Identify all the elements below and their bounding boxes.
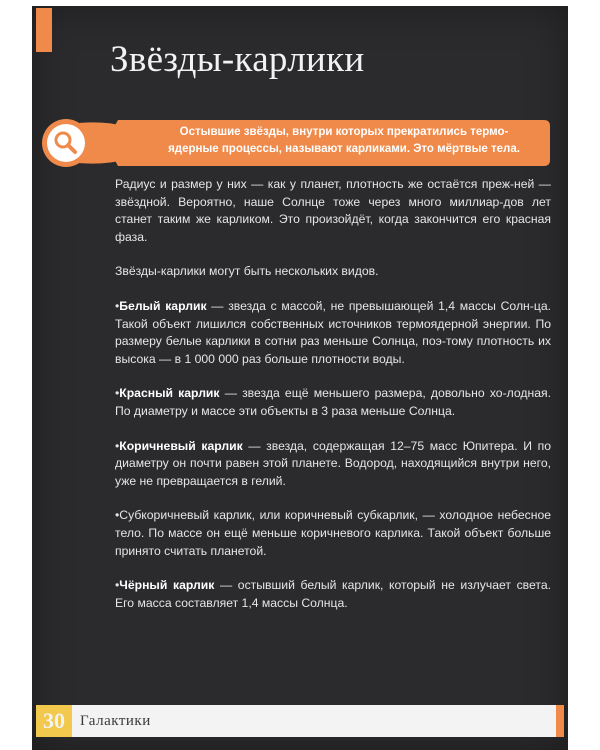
page-title: Звёзды-карлики [110,39,365,80]
type-name-white: Белый карлик [119,298,207,313]
page-number: 30 [36,705,72,737]
footer-accent [556,705,564,737]
article-body [115,176,551,629]
type-desc-red: — звезда ещё меньшего размера, довольно хо-лодная. По диаметру и массе эти объекты в 3 раза меньше Солнца. [115,386,551,418]
type-paragraph-black: •Чёрный карлик — остывший белый карлик, который не излучает света. Его масса составляет 1,4 массы Солнца. [115,578,551,610]
types-intro-paragraph: Звёзды-карлики могут быть нескольких видов. [115,264,379,279]
type-desc-black: — остывший белый карлик, который не излучает света. Его масса составляет 1,4 массы Солнца. [115,578,551,610]
definition-callout [40,116,552,170]
subbrown-text: Субкоричневый карлик, или коричневый субкарлик, — холодное небесное тело. По массе он ещё меньше коричневого карлика. Такой объект больше принято считать планетой. [115,508,551,558]
orange-corner-tab [36,8,52,52]
section-title: Галактики [80,713,151,729]
type-name-red: Красный карлик [119,386,220,401]
type-paragraph-white: •Белый карлик — звезда с массой, не превышающей 1,4 массы Солн-ца. Такой объект лишился собственных источников термоядерной энергии. По размеру белые карлики в сотни раз меньше Солнца, поэ-тому плотность их высока — в 1 000 000 раз больше плотности воды. [115,298,551,366]
callout-line-1: Остывшие звёзды, внутри которых прекратились термо- [179,126,509,138]
subbrown-paragraph: •Субкоричневый карлик, или коричневый субкарлик, — холодное небесное тело. По массе он ещё меньше коричневого карлика. Такой объект больше принято считать планетой. [115,508,551,558]
callout-text [144,124,544,158]
type-paragraph-brown: •Коричневый карлик — звезда, содержащая 12–75 масс Юпитера. И по диаметру он почти равен этой планете. Водород, находящийся внутри него, уже не превращается в гелий. [115,438,551,488]
type-paragraph-red: •Красный карлик — звезда ещё меньшего размера, довольно хо-лодная. По диаметру и массе эти объекты в 3 раза меньше Солнца. [115,386,551,418]
intro-paragraph: Радиус и размер у них — как у планет, плотность же остаётся преж-ней — звёздной. Вероятно, наше Солнце тоже через много миллиар-дов лет станет таким же карликом. Это произойдёт, когда закончится его красная фаза. [115,177,551,244]
callout-line-2: ядерные процессы, называют карликами. Это мёртвые тела. [168,143,520,155]
type-desc-white: — звезда с массой, не превышающей 1,4 массы Солн-ца. Такой объект лишился собственных источников термоядерной энергии. По размеру белые карлики в сотни раз меньше Солнца, поэ-тому плотность их высока — в 1 000 000 раз больше плотности воды. [115,298,551,366]
type-name-brown: Коричневый карлик [119,438,243,453]
type-name-black: Чёрный карлик [119,578,215,593]
type-desc-brown: — звезда, содержащая 12–75 масс Юпитера. И по диаметру он почти равен этой планете. Водород, находящийся внутри него, уже не превращается в гелий. [115,438,551,488]
